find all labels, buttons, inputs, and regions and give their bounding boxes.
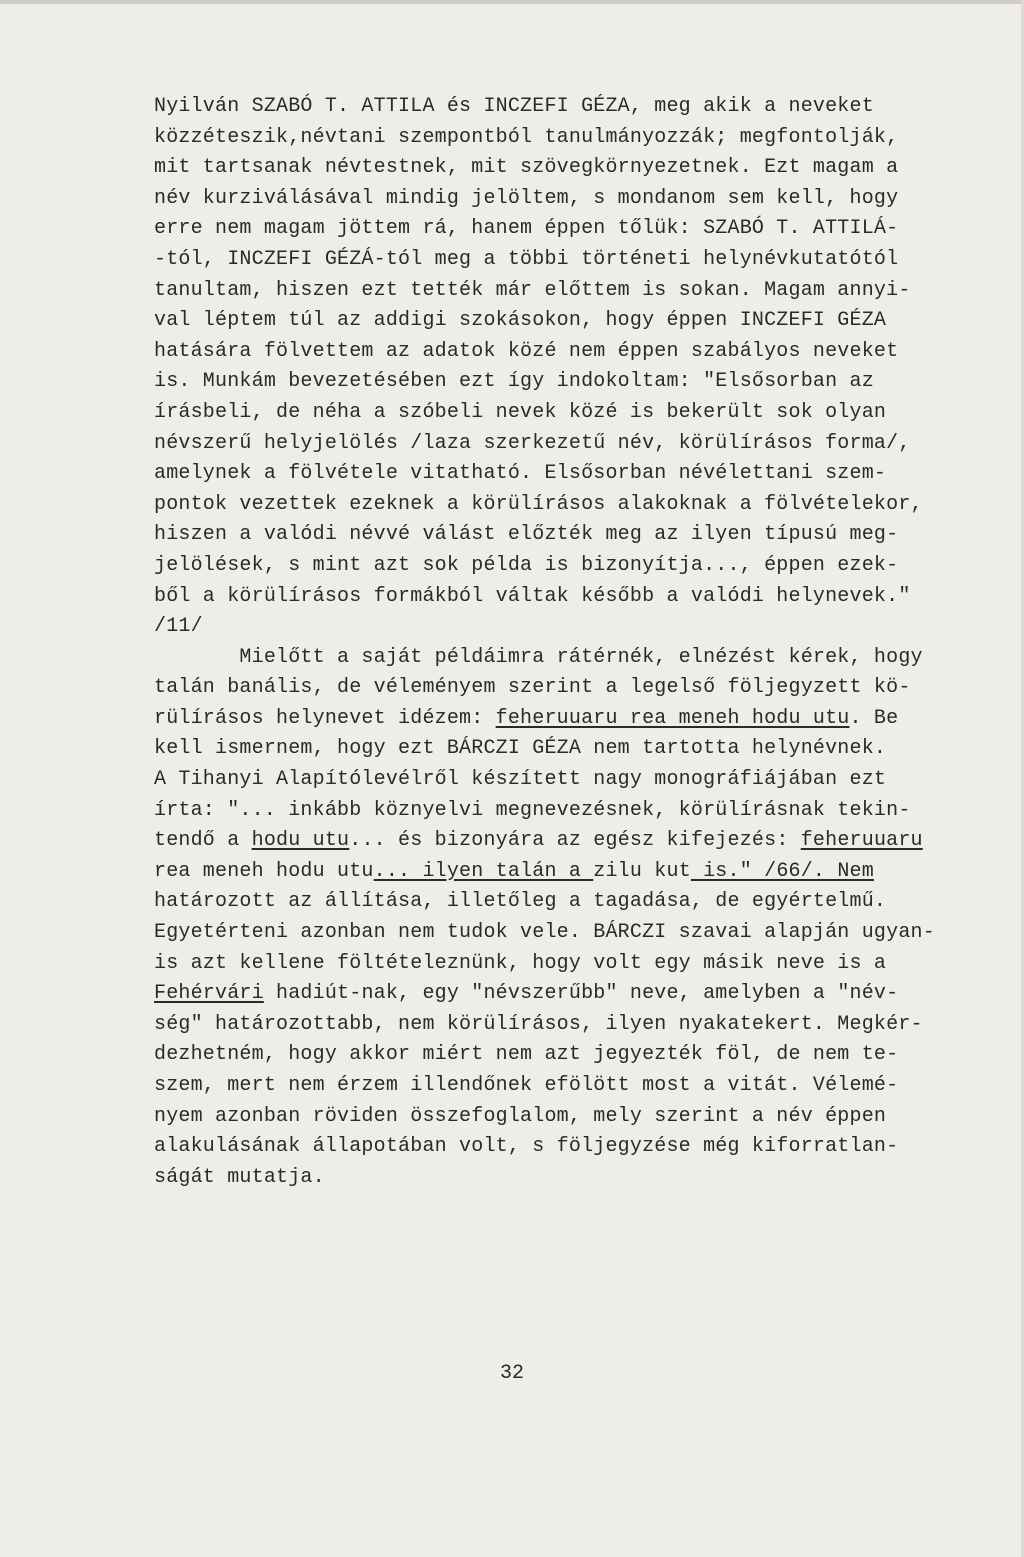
text-segment: ... és bizonyára az egész kifejezés: xyxy=(349,829,801,853)
text-segment: -tól, INCZEFI GÉZÁ-tól meg a többi történeti helynévkutatótól xyxy=(154,247,899,271)
text-line xyxy=(154,429,1014,460)
underlined-place-name: feheruuaru rea meneh hodu utu xyxy=(495,706,850,730)
text-segment: amelynek a fölvétele vitatható. Elsősorban névélettani szem- xyxy=(154,462,887,486)
text-segment: hatására fölvettem az adatok közé nem éppen szabályos neveket xyxy=(154,339,899,363)
text-line xyxy=(154,306,1014,337)
body-text xyxy=(154,92,1014,1193)
text-line xyxy=(154,765,1014,796)
text-line xyxy=(154,1132,1014,1163)
text-segment: rülírásos helynevet idézem: xyxy=(154,706,496,730)
text-segment: határozott az állítása, illetőleg a tagadása, de egyértelmű. xyxy=(154,890,887,914)
text-segment: alakulásának állapotában volt, s följegyzése még kiforratlan- xyxy=(154,1135,899,1159)
underlined-place-name: ... ilyen talán a xyxy=(373,859,594,883)
text-line xyxy=(154,367,1014,398)
text-segment: közzéteszik,névtani szempontból tanulmányozzák; megfontolják, xyxy=(154,125,899,149)
text-segment: név kurziválásával mindig jelöltem, s mondanom sem kell, hogy xyxy=(154,186,899,210)
text-segment: zilu kut xyxy=(593,859,691,883)
text-line xyxy=(154,887,1014,918)
text-segment: rea meneh hodu utu xyxy=(154,859,374,883)
text-segment: szem, mert nem érzem illendőnek efölött most a vitát. Vélemé- xyxy=(154,1074,899,1097)
page-number: 32 xyxy=(499,1362,524,1385)
text-segment: hiszen a valódi névvé válást előzték meg az ilyen típusú meg- xyxy=(154,523,899,547)
page-top-edge xyxy=(0,0,1024,4)
text-segment: dezhetném, hogy akkor miért nem azt jegyezték föl, de nem te- xyxy=(154,1043,899,1067)
text-segment: névszerű helyjelölés /laza szerkezetű név, körülírásos forma/, xyxy=(154,431,911,455)
text-segment: tendő a xyxy=(154,829,252,853)
text-segment: ből a körülírásos formákból váltak később a valódi helynevek." xyxy=(154,584,911,608)
text-line xyxy=(154,826,1014,857)
text-segment: írásbeli, de néha a szóbeli nevek közé is bekerült sok olyan xyxy=(154,400,887,424)
text-line xyxy=(154,918,1014,949)
text-segment: tanultam, hiszen ezt tették már előttem is sokan. Magam annyi- xyxy=(154,278,911,302)
text-line xyxy=(154,520,1014,551)
text-segment: . Be xyxy=(849,706,899,730)
text-line xyxy=(154,92,1014,123)
text-line xyxy=(154,673,1014,704)
text-line xyxy=(154,857,1014,888)
underlined-place-name: feheruuaru xyxy=(800,829,923,853)
text-segment: /11/ xyxy=(154,615,203,639)
text-line xyxy=(154,551,1014,582)
underlined-place-name: is." /66/. Nem xyxy=(690,859,874,883)
text-segment: erre nem magam jöttem rá, hanem éppen tőlük: SZABÓ T. ATTILÁ- xyxy=(154,217,899,241)
text-segment: pontok vezettek ezeknek a körülírásos alakoknak a fölvételekor, xyxy=(154,492,923,516)
text-segment: kell ismernem, hogy ezt BÁRCZI GÉZA nem tartotta helynévnek. xyxy=(154,737,887,761)
text-segment: Mielőtt a saját példáimra rátérnék, elnézést kérek, hogy xyxy=(154,645,923,669)
text-segment: talán banális, de véleményem szerint a legelső följegyzett kö- xyxy=(154,676,911,700)
text-line xyxy=(154,979,1014,1010)
text-line xyxy=(154,214,1014,245)
underlined-place-name: Fehérvári xyxy=(154,982,264,1006)
text-line xyxy=(154,153,1014,184)
text-line xyxy=(154,1102,1014,1133)
text-line xyxy=(154,796,1014,827)
text-line xyxy=(154,704,1014,735)
text-line xyxy=(154,949,1014,980)
text-segment: ságát mutatja. xyxy=(154,1165,325,1189)
text-segment: írta: "... inkább köznyelvi megnevezésnek, körülírásnak tekin- xyxy=(154,798,911,822)
text-line xyxy=(154,398,1014,429)
text-segment: val léptem túl az addigi szokásokon, hogy éppen INCZEFI GÉZA xyxy=(154,309,887,333)
text-line xyxy=(154,582,1014,613)
text-segment: nyem azonban röviden összefoglalom, mely szerint a név éppen xyxy=(154,1104,887,1128)
text-line xyxy=(154,459,1014,490)
text-line xyxy=(154,337,1014,368)
text-segment: Egyetérteni azonban nem tudok vele. BÁRCZI szavai alapján ugyan- xyxy=(154,921,935,945)
text-segment: hadiút-nak, egy "névszerűbb" neve, amelyben a "név- xyxy=(263,982,899,1006)
text-segment: A Tihanyi Alapítólevélről készített nagy monográfiájában ezt xyxy=(154,768,887,792)
text-line xyxy=(154,612,1014,643)
text-segment: ség" határozottabb, nem körülírásos, ilyen nyakatekert. Megkér- xyxy=(154,1012,923,1036)
text-segment: Nyilván SZABÓ T. ATTILA és INCZEFI GÉZA, meg akik a neveket xyxy=(154,95,874,118)
text-line xyxy=(154,245,1014,276)
text-segment: mit tartsanak névtestnek, mit szövegkörnyezetnek. Ezt magam a xyxy=(154,156,899,180)
text-line xyxy=(154,1163,1014,1194)
underlined-place-name: hodu utu xyxy=(251,829,350,853)
text-line xyxy=(154,490,1014,521)
text-segment: is. Munkám bevezetésében ezt így indokoltam: "Elsősorban az xyxy=(154,370,874,394)
text-line xyxy=(154,643,1014,674)
text-line xyxy=(154,184,1014,215)
text-line xyxy=(154,734,1014,765)
text-line xyxy=(154,1040,1014,1071)
text-segment: is azt kellene föltételeznünk, hogy volt egy másik neve is a xyxy=(154,951,887,975)
text-segment: jelölések, s mint azt sok példa is bizonyítja..., éppen ezek- xyxy=(154,553,899,577)
text-line xyxy=(154,123,1014,154)
text-line xyxy=(154,276,1014,307)
text-line xyxy=(154,1071,1014,1102)
text-line xyxy=(154,1010,1014,1041)
